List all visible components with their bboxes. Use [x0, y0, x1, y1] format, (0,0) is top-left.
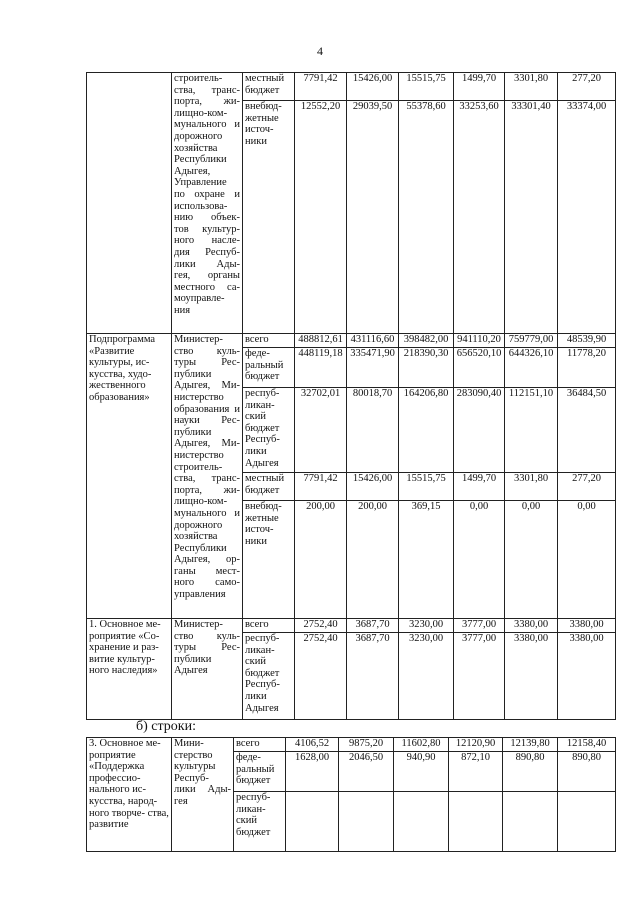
value-cell: 9875,20	[339, 738, 394, 752]
value-cell: 890,80	[558, 752, 616, 792]
value-cell: 1499,70	[454, 473, 505, 501]
value-cell: 4106,52	[286, 738, 339, 752]
value-cell: 12120,90	[449, 738, 503, 752]
value-cell: 36484,50	[558, 388, 616, 473]
value-cell: 15515,75	[399, 473, 454, 501]
funding-source-label: местный бюджет	[243, 73, 295, 101]
value-cell: 11778,20	[558, 348, 616, 388]
value-cell: 80018,70	[347, 388, 399, 473]
value-cell: 3230,00	[399, 633, 454, 720]
value-cell: 431116,60	[347, 334, 399, 348]
table-row	[87, 619, 616, 633]
funding-source-label: респуб- ликан- ский бюджет Респуб- лики Адыгея	[243, 388, 295, 473]
value-cell: 33374,00	[558, 101, 616, 334]
value-cell: 3380,00	[505, 619, 558, 633]
value-cell: 55378,60	[399, 101, 454, 334]
table-row	[87, 73, 616, 101]
value-cell: 3301,80	[505, 473, 558, 501]
program-name-cell: 3. Основное ме- роприятие «Поддержка профессио- нального ис- кусства, народ- ного творче- ства, развитие	[87, 738, 172, 852]
value-cell	[449, 792, 503, 852]
value-cell: 283090,40	[454, 388, 505, 473]
value-cell: 200,00	[295, 501, 347, 619]
value-cell: 759779,00	[505, 334, 558, 348]
value-cell: 3777,00	[454, 619, 505, 633]
value-cell	[503, 792, 558, 852]
value-cell: 15515,75	[399, 73, 454, 101]
program-name-cell	[87, 73, 172, 334]
funding-source-label: внебюд- жетные источ- ники	[243, 101, 295, 334]
value-cell: 3380,00	[558, 633, 616, 720]
value-cell: 277,20	[558, 73, 616, 101]
budget-table-lines	[86, 737, 616, 852]
value-cell: 3687,70	[347, 633, 399, 720]
value-cell: 48539,90	[558, 334, 616, 348]
value-cell: 398482,00	[399, 334, 454, 348]
value-cell: 644326,10	[505, 348, 558, 388]
funding-source-label: всего	[243, 619, 295, 633]
value-cell	[558, 792, 616, 852]
value-cell: 0,00	[558, 501, 616, 619]
value-cell: 12552,20	[295, 101, 347, 334]
value-cell: 29039,50	[347, 101, 399, 334]
program-name-cell: 1. Основное ме- роприятие «Со- хранение и раз- витие культур- ного наследия»	[87, 619, 172, 720]
program-name-cell: Подпрограмма «Развитие культуры, ис- кусства, худо- жественного образования»	[87, 334, 172, 619]
funding-source-label: респуб- ликан- ский бюджет	[234, 792, 286, 852]
value-cell	[394, 792, 449, 852]
value-cell: 218390,30	[399, 348, 454, 388]
funding-source-label: всего	[243, 334, 295, 348]
page-number: 4	[317, 44, 323, 58]
value-cell: 3301,80	[505, 73, 558, 101]
value-cell: 7791,42	[295, 73, 347, 101]
value-cell: 448119,18	[295, 348, 347, 388]
value-cell	[286, 792, 339, 852]
value-cell: 12158,40	[558, 738, 616, 752]
value-cell: 0,00	[505, 501, 558, 619]
value-cell: 890,80	[503, 752, 558, 792]
value-cell: 940,90	[394, 752, 449, 792]
value-cell	[339, 792, 394, 852]
value-cell: 1628,00	[286, 752, 339, 792]
value-cell: 656520,10	[454, 348, 505, 388]
funding-source-label: респуб- ликан- ский бюджет Респуб- лики Адыгея	[243, 633, 295, 720]
executor-cell: Мини- стерство культуры Респуб- лики Ады- гея	[172, 738, 234, 852]
value-cell: 3777,00	[454, 633, 505, 720]
value-cell: 33301,40	[505, 101, 558, 334]
value-cell: 2752,40	[295, 633, 347, 720]
value-cell: 7791,42	[295, 473, 347, 501]
value-cell: 3230,00	[399, 619, 454, 633]
value-cell: 872,10	[449, 752, 503, 792]
section-caption: б) строки:	[136, 719, 196, 734]
funding-source-label: феде- ральный бюджет	[243, 348, 295, 388]
executor-cell: Министер- ство куль- туры Рес- публики Адыгея	[172, 619, 243, 720]
value-cell: 15426,00	[347, 73, 399, 101]
value-cell: 3380,00	[558, 619, 616, 633]
funding-source-label: феде- ральный бюджет	[234, 752, 286, 792]
value-cell: 335471,90	[347, 348, 399, 388]
value-cell: 3687,70	[347, 619, 399, 633]
value-cell: 32702,01	[295, 388, 347, 473]
value-cell: 15426,00	[347, 473, 399, 501]
funding-source-label: всего	[234, 738, 286, 752]
value-cell: 200,00	[347, 501, 399, 619]
executor-cell: строитель- ства, транс- порта, жи- лищно-ком- мунального и дорожного хозяйства Республики Адыгея, Управление по охране и использова- нию объек- тов культур- ного насле- дия Респуб- лики Ады- гея, органы местного са- моуправле- ния	[172, 73, 243, 334]
value-cell: 112151,10	[505, 388, 558, 473]
value-cell: 11602,80	[394, 738, 449, 752]
value-cell: 33253,60	[454, 101, 505, 334]
funding-source-label: внебюд- жетные источ- ники	[243, 501, 295, 619]
value-cell: 1499,70	[454, 73, 505, 101]
value-cell: 941110,20	[454, 334, 505, 348]
value-cell: 369,15	[399, 501, 454, 619]
table-row	[87, 738, 616, 752]
value-cell: 488812,61	[295, 334, 347, 348]
budget-table	[86, 72, 616, 720]
value-cell: 0,00	[454, 501, 505, 619]
funding-source-label: местный бюджет	[243, 473, 295, 501]
value-cell: 2046,50	[339, 752, 394, 792]
executor-cell: Министер- ство куль- туры Рес- публики Адыгея, Ми- нистерство образования и науки Рес- публики Адыгея, Ми- нистерство строитель- ства, транс- порта, жи- лищно-ком- мунального и дорожного хозяйства Республики Адыгея, ор- ганы мест- ного само- управления	[172, 334, 243, 619]
table-row	[87, 334, 616, 348]
value-cell: 277,20	[558, 473, 616, 501]
value-cell: 164206,80	[399, 388, 454, 473]
value-cell: 3380,00	[505, 633, 558, 720]
value-cell: 12139,80	[503, 738, 558, 752]
value-cell: 2752,40	[295, 619, 347, 633]
